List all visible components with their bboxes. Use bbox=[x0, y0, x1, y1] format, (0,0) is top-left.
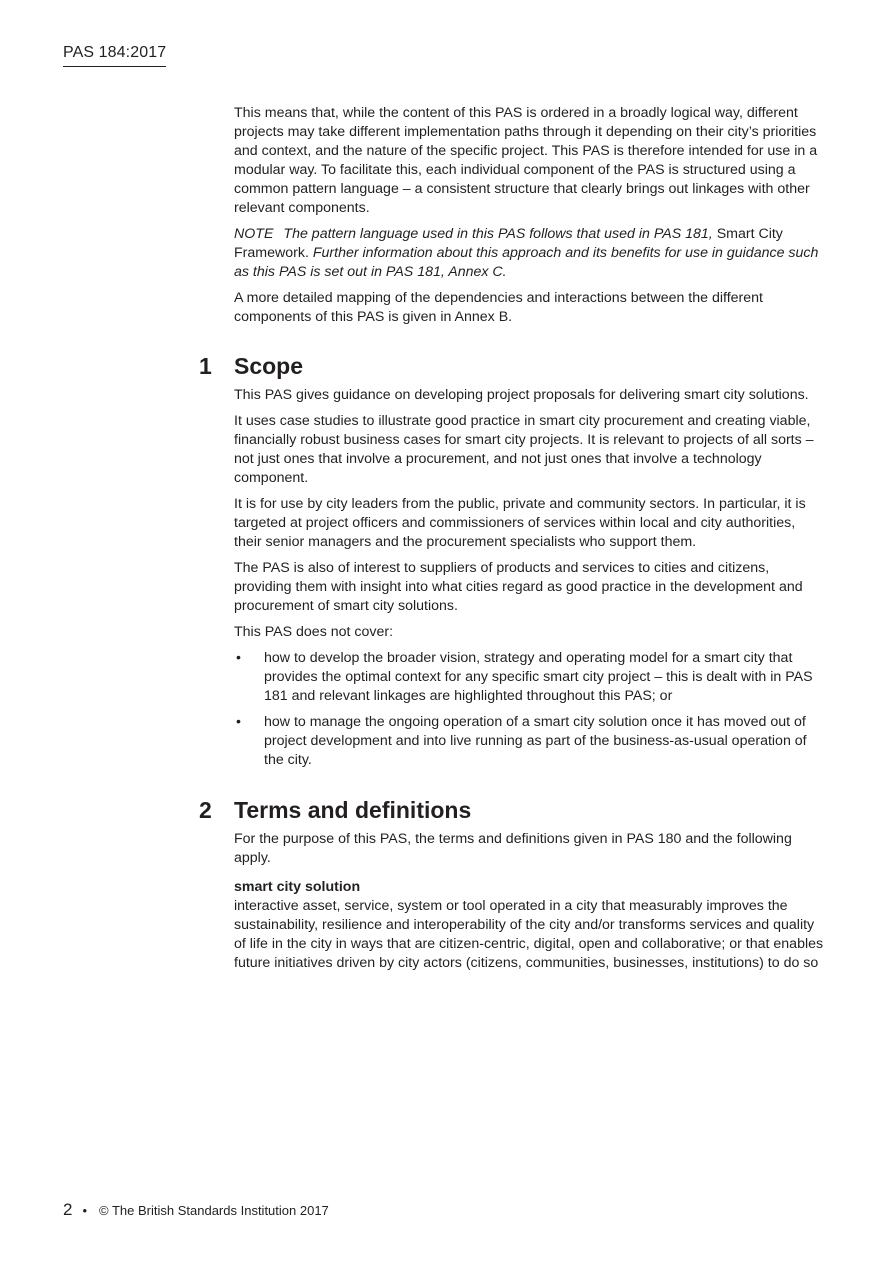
page-content bbox=[199, 104, 824, 980]
defined-term: smart city solution bbox=[234, 879, 361, 895]
intro-paragraph: A more detailed mapping of the dependencies and interactions between the different components of this PAS is given in Annex B. bbox=[234, 290, 763, 325]
section-heading-terms bbox=[199, 796, 824, 824]
note bbox=[234, 225, 824, 282]
note-text-c: Further information about this approach and its benefits for use in guidance such as this PAS is set out in PAS 181, Annex C. bbox=[234, 245, 819, 280]
section-number: 2 bbox=[199, 797, 212, 823]
section-title: Scope bbox=[234, 353, 304, 379]
exclusion-list bbox=[234, 649, 824, 770]
intro-paragraph: This means that, while the content of this PAS is ordered in a broadly logical way, different projects may take different implementation paths through it depending on their city’s priorities and context, and the nature of the specific project. This PAS is therefore intended for use in a modular way. To facilitate this, each individual component of the PAS is structured using a common pattern language – a consistent structure that clearly brings out linkages with other relevant components. bbox=[234, 105, 818, 216]
page-footer bbox=[63, 1200, 329, 1220]
section-number: 1 bbox=[199, 353, 212, 379]
scope-paragraph: This PAS does not cover: bbox=[234, 624, 394, 640]
section-title: Terms and definitions bbox=[234, 797, 472, 823]
footer-separator: • bbox=[82, 1202, 88, 1218]
note-text-a: The pattern language used in this PAS follows that used in PAS 181, bbox=[283, 226, 713, 242]
scope-paragraph: It is for use by city leaders from the public, private and community sectors. In particular, it is targeted at project officers and commissioners of services within local and city authorities, their senior managers and the procurement specialists who support them. bbox=[234, 496, 806, 550]
scope-paragraph: This PAS gives guidance on developing project proposals for delivering smart city solutions. bbox=[234, 387, 809, 403]
note-reference-title: Smart City Framework. bbox=[234, 226, 783, 261]
scope-paragraph: The PAS is also of interest to suppliers of products and services to cities and citizens, providing them with insight into what cities regard as good practice in the development and procurement of smart city solutions. bbox=[234, 560, 803, 614]
page-number: 2 bbox=[63, 1200, 73, 1219]
list-item: • how to manage the ongoing operation of a smart city solution once it has moved out of project development and into live running as part of the business-as-usual operation of the city. bbox=[234, 713, 824, 770]
copyright-notice: © The British Standards Institution 2017 bbox=[99, 1202, 329, 1218]
scope-paragraph: It uses case studies to illustrate good practice in smart city procurement and creating viable, financially robust business cases for smart city projects. It is relevant to projects of all sorts – not just ones that involve a procurement, and not just ones that involve a technology component. bbox=[234, 413, 814, 486]
list-item: • how to develop the broader vision, strategy and operating model for a smart city that provides the optimal context for any specific smart city project – this is dealt with in PAS 181 and relevant linkages are highlighted throughout this PAS; or bbox=[234, 649, 824, 706]
running-header: PAS 184:2017 bbox=[63, 44, 166, 67]
section-heading-scope bbox=[199, 352, 824, 380]
terms-paragraph: For the purpose of this PAS, the terms and definitions given in PAS 180 and the following apply. bbox=[234, 831, 792, 866]
note-label: NOTE bbox=[234, 226, 274, 242]
term-definition: interactive asset, service, system or tool operated in a city that measurably improves the sustainability, resilience and interoperability of the city and/or transforms services and quality of life in the city in ways that are citizen-centric, digital, open and collaborative; or that enables future initiatives driven by city actors (citizens, communities, businesses, institutions) to do so bbox=[234, 898, 824, 971]
